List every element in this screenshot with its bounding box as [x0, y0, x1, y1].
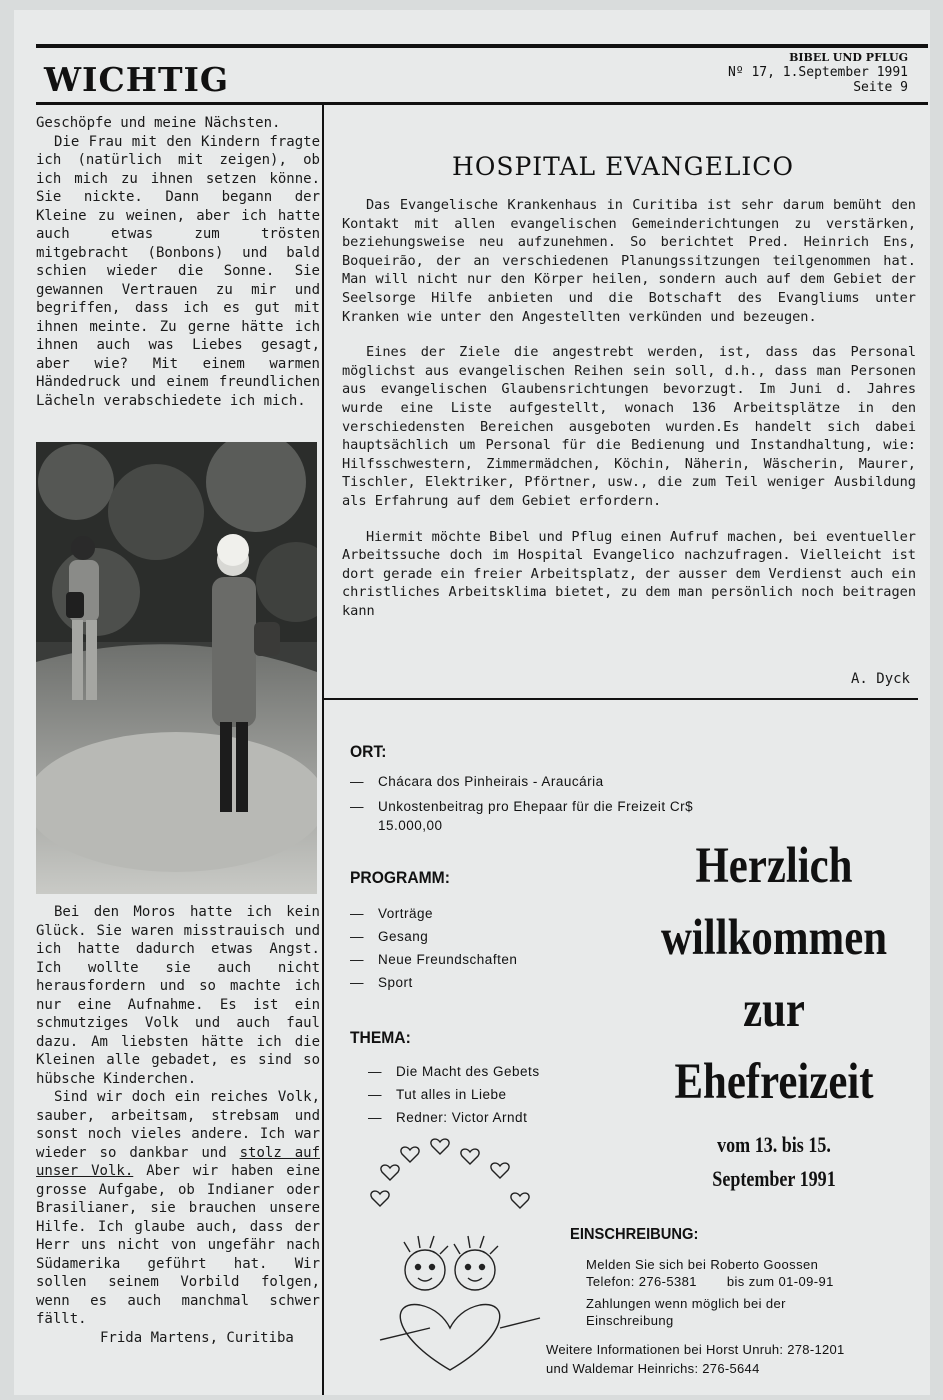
publication-name: BIBEL UND PFLUG — [789, 51, 908, 64]
info-line: und Waldemar Heinrichs: 276-5644 — [546, 1361, 760, 1376]
event-dates — [667, 1128, 880, 1196]
paragraph: Bei den Moros hatte ich kein Glück. Sie waren misstrauisch und ich hatte dadurch etwas Angst. Ich wollte sie auch nicht herausfordern und so machte ich nur eine Aufnahme. Es ist ein schmutziges Volk und auch faul dazu. Am liebsten hätte ich die Kleinen alle gebadet, es sind so hübsche Kinderchen. — [36, 904, 320, 1087]
registration-line: Melden Sie sich bei Roberto Goossen — [586, 1257, 819, 1272]
registration-deadline: bis zum 01-09-91 — [726, 1274, 834, 1289]
welcome-line: Ehefreizeit — [674, 1054, 874, 1110]
paragraph: Geschöpfe und meine Nächsten. — [36, 115, 281, 131]
further-info — [546, 1340, 845, 1378]
paragraph: Die Frau mit den Kindern fragte ich (natürlich mit zeigen), ob ich mich zu ihnen setzen könne. Sie nickte. Dann begann der Kleine zu weinen, aber ich hatte auch etwas zum trösten mitgebracht (Bonbons) und bald schien wieder die Sonne. Sie gewannen Vertrauen zu mir und begriffen, dass ich es gut mit ihnen meinte. Zu gerne hätte ich ihnen auch was Liebes gesagt, aber wie? Mit einem warmen Händedruck und einem freundlichen Lächeln verabschiedete ich mich. — [36, 133, 320, 409]
left-column-top — [36, 114, 320, 410]
article-author: A. Dyck — [850, 671, 910, 687]
paragraph — [36, 1088, 320, 1329]
publication-info — [728, 50, 908, 95]
list-item: — Gesang — [350, 925, 517, 948]
registration-details — [586, 1256, 834, 1329]
list-item: — Redner: Victor Arndt — [368, 1106, 540, 1129]
list-item: — Chácara dos Pinheirais - Araucária — [350, 772, 710, 791]
article-paragraph: Hiermit möchte Bibel und Pflug einen Aufruf machen, bei eventueller Arbeitssuche doch im Hospital Evangelico nachzufragen. Vielleicht ist dort gerade ein freier Arbeitsplatz, der ausser dem Verdienst auch ein christliches Arbeitsklima bietet, zu dem man persönlich noch beitragen kann — [342, 528, 916, 619]
paragraph-text: Aber wir haben eine grosse Aufgabe, ob Indianer oder Brasilianer, sie brauchen unsere Hilfe. Ich glaube auch, dass der Herr uns nicht von ungefähr nach Südamerika geführt hat. Wir sollen seinem Vorbild folgen, wenn es auch manchmal schwer fällt. — [36, 1163, 321, 1327]
header-top-rule — [36, 44, 928, 48]
programm-list — [350, 902, 517, 994]
signature: Frida Martens, Curitiba — [100, 1329, 294, 1346]
issue-line: Nº 17, 1.September 1991 — [727, 65, 908, 80]
thema-heading: THEMA: — [350, 1028, 411, 1047]
list-item: — Neue Freundschaften — [350, 948, 517, 971]
article-body — [342, 196, 916, 637]
ort-heading: ORT: — [350, 742, 387, 761]
registration-phone: Telefon: 276-5381 — [586, 1274, 697, 1289]
registration-line: Einschreibung — [586, 1313, 674, 1328]
registration-heading: EINSCHREIBUNG: — [570, 1226, 699, 1243]
ehefreizeit-flyer — [324, 700, 918, 1390]
paragraph-text: Sind wir doch ein reiches Volk, sauber, arbeitsam, strebsam und sonst noch vieles andere. Ich war wieder so dankbar und — [36, 1089, 320, 1161]
underlined-text: stolz auf unser Volk. — [36, 1144, 321, 1179]
list-item: — Die Macht des Gebets — [368, 1060, 540, 1083]
dates-line: vom 13. bis 15. — [717, 1132, 831, 1157]
ort-list — [350, 772, 710, 835]
article-title: HOSPITAL EVANGELICO — [452, 152, 794, 181]
registration-line — [586, 1273, 834, 1290]
welcome-line: zur — [743, 982, 805, 1038]
list-item: — Unkostenbeitrag pro Ehepaar für die Freizeit Cr$ 15.000,00 — [350, 797, 710, 835]
welcome-line: willkommen — [660, 910, 888, 966]
article-paragraph: Das Evangelische Krankenhaus in Curitiba ist sehr darum bemüht den Kontakt mit allen evangelischen Gemeinderichtungen zu verstärken, beziehungsweise neu aufzunehmen. So berichtet Pred. Heinrich Ens, Boqueirão, der an verschiedenen Planungssitzungen teilgenommen hat. Man will nicht nur den Körper heilen, sondern auch auf dem Gebiet der Seelsorge Hilfe anbieten und die Botschaft des Evangliums unter Kranken wie unter den Angestellten verkünden und bezeugen. — [342, 197, 916, 325]
dates-line: September 1991 — [712, 1166, 836, 1191]
welcome-headline — [640, 830, 909, 1118]
list-item: — Vorträge — [350, 902, 517, 925]
header-bottom-rule — [36, 102, 928, 105]
article-paragraph: Eines der Ziele die angestrebt werden, ist, dass das Personal möglichst aus evangelischen Reihen sein soll, d.h., dass man Personen aus evangelischen Glaubensrichtungen bevorzugt. Im Juni d. Jahres wurde eine Liste aufgestellt, wonach 136 Arbeitsplätze in den verschiedensten Bereichen ausgeboten wurden.Es handelt sich dabei hauptsächlich um Personal für die Bedienung und Instandhaltung, wie: Hilfsschwestern, Zimmermädchen, Köchin, Näherin, Wäscherin, Maurer, Tischler, Elektriker, Pförtner, usw., die zum Teil weniger Ausbildung als Erfahrung auf dem Gebiet erfordern. — [342, 344, 916, 509]
welcome-line: Herzlich — [695, 838, 853, 894]
section-title: WICHTIG — [44, 60, 230, 99]
hearts-children-illustration — [350, 1130, 560, 1380]
newspaper-page — [14, 10, 930, 1395]
page-number: Seite 9 — [853, 80, 908, 95]
photo-two-people-on-path — [36, 442, 317, 894]
registration-line: Zahlungen wenn möglich bei der — [586, 1296, 786, 1311]
programm-heading: PROGRAMM: — [350, 868, 450, 887]
info-line: Weitere Informationen bei Horst Unruh: 278-1201 — [546, 1342, 845, 1357]
list-item: — Tut alles in Liebe — [368, 1083, 540, 1106]
thema-list — [368, 1060, 540, 1129]
list-item: — Sport — [350, 971, 517, 994]
left-column-bottom — [36, 903, 320, 1347]
